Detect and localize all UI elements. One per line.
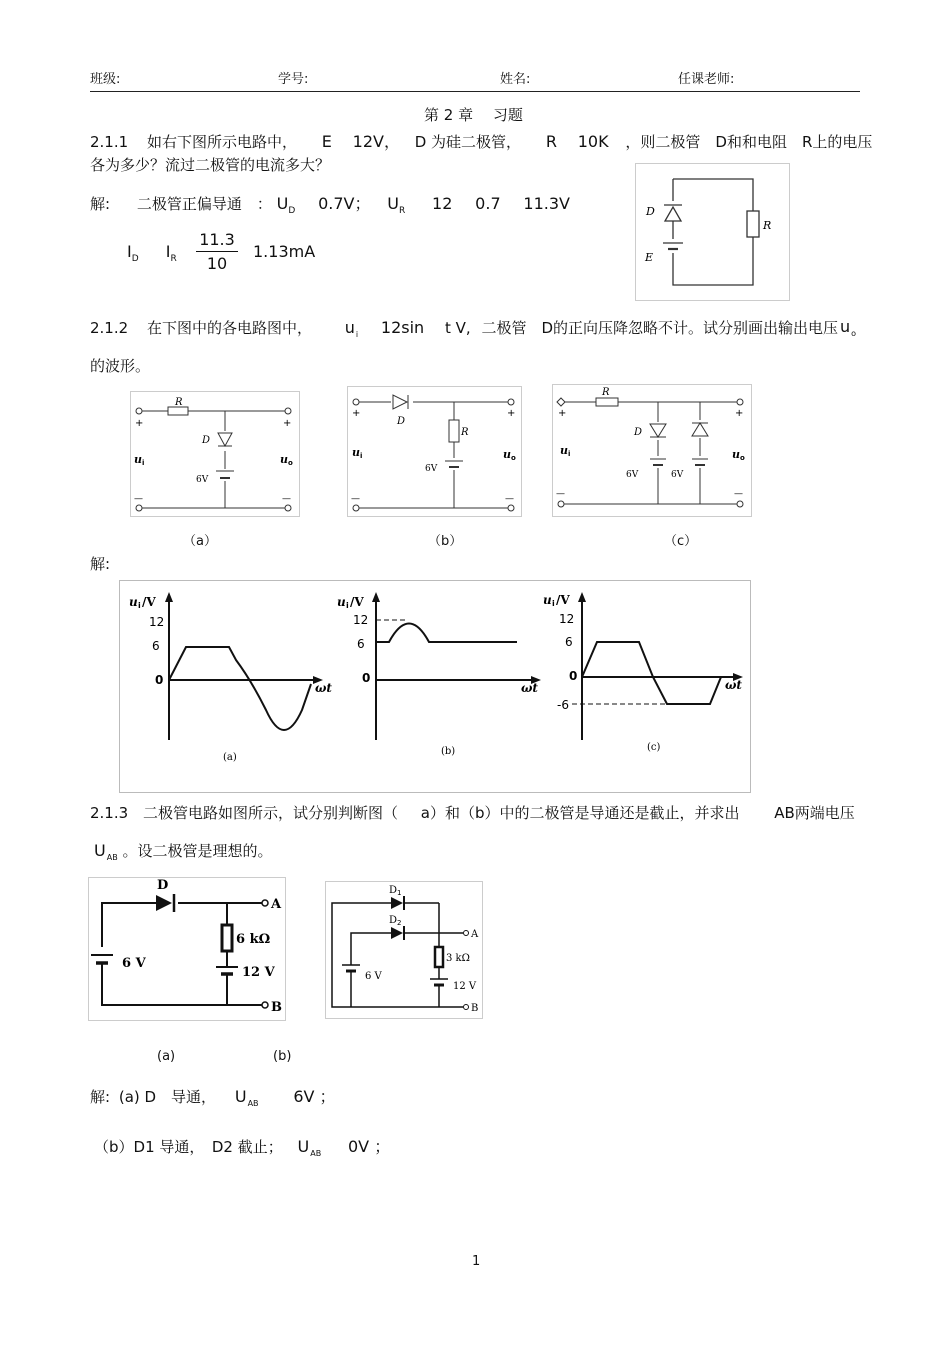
wave-c-tick-0: 0 [569, 669, 578, 683]
q1-ir-sub: R [170, 254, 177, 264]
q3b-6v-label: 6 V [365, 971, 382, 982]
wave-c-caption: (c) [647, 742, 661, 753]
q1-text-a: 如右下图所示电路中， [146, 133, 297, 151]
q3a-6v-label: 6 V [122, 956, 146, 971]
wave-b-tick-12: 12 [353, 613, 369, 627]
q2a-ui-label: u [134, 453, 142, 466]
q3b-d2-sub: 2 [397, 919, 402, 927]
q2b-6v-label: 6V [425, 464, 438, 474]
q2-uo-sub: o [851, 329, 857, 338]
q3a-r-label: 6 kΩ [236, 932, 271, 947]
q3-number: 2.1.3 [90, 804, 129, 822]
wave-c-tick-12: 12 [559, 612, 575, 626]
q1-fig-d-label: D [646, 205, 655, 218]
q2-uo [840, 317, 856, 336]
q1-e-value: 12V， [352, 132, 400, 151]
q1-frac-numerator: 11.3 [199, 230, 235, 249]
q2-uo-letter: u [840, 317, 851, 336]
q3-caption-a: (a) [157, 1049, 176, 1064]
student-id-label: 学号: [278, 72, 309, 87]
wave-b-xlabel: ωt [521, 681, 538, 695]
q3b-r-label: 3 kΩ [446, 953, 470, 964]
q2c-6v-label-2: 6V [671, 470, 684, 480]
q2-line1 [90, 317, 838, 338]
wave-a-ylabel-unit: /V [142, 595, 156, 609]
q1-e: E [321, 132, 332, 151]
name-label: 姓名: [500, 72, 531, 87]
q1-ir: I [165, 242, 171, 261]
q1-number: 2.1.1 [90, 133, 129, 151]
q2b-r-label: R [461, 427, 469, 438]
q2-circuit-c [552, 384, 752, 517]
q1-solution [90, 191, 570, 214]
q1-ur-expr-3: 11.3V [523, 194, 570, 213]
q2-text-c: 的波形。 [90, 357, 151, 375]
q2c-ui-sub: i [568, 450, 571, 458]
q3-sol-a-value: 6V ； [293, 1087, 336, 1106]
q2a-minus-out: — [282, 494, 291, 504]
q1-d-text: D 为硅二极管， [414, 133, 522, 151]
q1-frac-bar [196, 251, 238, 252]
wave-c-ylabel-unit: /V [556, 593, 570, 607]
q3b-a-label: A [471, 929, 479, 940]
q2c-d-label: D [634, 427, 643, 438]
class-label: 班级: [90, 72, 121, 87]
wave-b-tick-0: 0 [362, 671, 371, 685]
q1-text-b: ，则二极管 D和和电阻 R上的电压 [625, 133, 873, 151]
q2-ui-sub: i [355, 330, 359, 339]
teacher-label: 任课老师: [678, 72, 735, 87]
q1-ur-expr-1: 12 [432, 194, 453, 213]
q1-text-c: 各为多少？流过二极管的电流多大？ [90, 156, 331, 174]
q2a-6v-label: 6V [196, 475, 209, 485]
chapter-title: 第 2 章 习题 [424, 106, 523, 124]
q2c-6v-label-1: 6V [626, 470, 639, 480]
q2a-d-label: D [202, 435, 211, 446]
q1-sol-text: 二极管正偏导通 ： [136, 195, 272, 213]
q1-fraction [196, 230, 238, 273]
q3-sol-b-u: U [297, 1137, 310, 1156]
wave-a-tick-0: 0 [155, 673, 164, 687]
q3-text-d: 。设二极管是理想的。 [122, 842, 273, 860]
page-number: 1 [472, 1254, 481, 1269]
wave-a-caption: (a) [223, 752, 237, 763]
q3-text-c: AB两端电压 [774, 804, 855, 822]
q2b-plus-out: + [507, 408, 516, 419]
wave-c-tick-neg6: -6 [557, 698, 569, 712]
q1-ur: U [387, 194, 399, 213]
q2-ui-value2: t V, [444, 319, 471, 337]
q2c-minus-in: — [556, 489, 565, 499]
q2a-ui-sub: i [142, 459, 145, 467]
q3-sol-b-value: 0V ； [348, 1137, 391, 1156]
wave-c-ylabel: u [543, 593, 552, 607]
q3a-d-label: D [157, 878, 169, 893]
q2b-minus-in: — [351, 494, 360, 504]
header-rule [90, 91, 860, 92]
q2-number: 2.1.2 [90, 319, 129, 337]
q2c-minus-out: — [734, 489, 743, 499]
q3-solution-a [90, 1084, 336, 1107]
q2-circuit-a [130, 391, 300, 517]
q3-line2 [94, 840, 272, 861]
q1-circuit-figure [635, 163, 790, 301]
wave-c-ylabel-sub: i [552, 599, 555, 608]
wave-c-tick-6: 6 [565, 635, 573, 649]
wave-b-ylabel-sub: i [346, 601, 349, 610]
q2a-r-label: R [175, 397, 183, 408]
q3-sol-a-text: (a) D 导通， [118, 1088, 217, 1106]
q1-fig-e-label: E [645, 251, 654, 264]
q3-solution-b [94, 1134, 390, 1157]
q1-ud-sub: D [288, 206, 296, 216]
q3-sol-a-u: U [234, 1087, 247, 1106]
q3b-d1-sub: 1 [397, 889, 402, 897]
q3a-b-label: B [271, 1000, 282, 1015]
q3b-b-label: B [471, 1003, 479, 1014]
q2c-uo-sub: o [740, 454, 745, 462]
q2-text-b: 二极管 D的正向压降忽略不计。试分别画出输出电压 [481, 319, 838, 337]
wave-a-tick-12: 12 [149, 615, 165, 629]
q2c-uo-label: u [732, 448, 740, 461]
q1-sol-label: 解: [90, 195, 111, 213]
q3-uab: U [94, 841, 106, 860]
q2b-uo-label: u [503, 448, 511, 461]
q3b-12v-label: 12 V [453, 981, 477, 992]
q3a-12v-label: 12 V [242, 965, 275, 980]
q2-ui: u [344, 318, 355, 337]
q1-id-sub: D [131, 254, 139, 264]
q3-line1 [90, 802, 855, 823]
q2b-ui-sub: i [360, 452, 363, 460]
q2-caption-b: （b） [428, 534, 463, 549]
q1-ur-sub: R [398, 206, 406, 216]
q2-waveform-figure [119, 580, 751, 793]
q2-text-a: 在下图中的各电路图中， [146, 319, 312, 337]
q1-r-value: 10K [577, 132, 609, 151]
q1-ud: U [276, 194, 289, 213]
q1-line1 [90, 129, 872, 152]
q2c-plus-out: + [735, 408, 744, 419]
q1-ur-expr-2: 0.7 [475, 194, 501, 213]
q3-caption-b: (b) [273, 1049, 292, 1064]
wave-a-xlabel: ωt [315, 681, 332, 695]
q3-sol-b-text: （b）D1 导通， D2 截止； [94, 1138, 283, 1156]
q1-fig-r-label: R [763, 219, 772, 232]
wave-a-ylabel-sub: i [138, 601, 141, 610]
q3-circuit-b [325, 881, 483, 1019]
q2-caption-a: （a） [183, 534, 217, 549]
q2a-plus-out: + [283, 418, 292, 429]
q2a-minus-in: — [134, 494, 143, 504]
q1-frac-denominator: 10 [206, 254, 228, 273]
q2b-ui-label: u [352, 446, 360, 459]
q3-sol-a-sub: AB [247, 1099, 259, 1108]
q1-id: I [127, 242, 132, 261]
q2-ui-value: 12sin [380, 318, 425, 337]
wave-b-caption: (b) [441, 746, 456, 757]
q2c-r-label: R [602, 387, 610, 398]
wave-b-ylabel-unit: /V [350, 595, 364, 609]
q2a-uo-label: u [280, 453, 288, 466]
q3-uab-sub: AB [106, 853, 118, 862]
q3-sol-label: 解: [90, 1088, 111, 1106]
q2b-uo-sub: o [511, 454, 516, 462]
q3-circuit-a [88, 877, 286, 1021]
q2-caption-c: （c） [664, 534, 698, 549]
wave-a-ylabel: u [129, 595, 138, 609]
q2-sol-label: 解: [90, 555, 111, 573]
q3b-d1-label: D [389, 885, 398, 896]
q1-r: R [545, 132, 557, 151]
wave-b-tick-6: 6 [357, 637, 365, 651]
wave-c-xlabel: ωt [725, 678, 742, 692]
q2b-minus-out: — [505, 494, 514, 504]
q2a-plus-in: + [135, 418, 144, 429]
q2b-plus-in: + [352, 408, 361, 419]
q3-text-b: a）和（b）中的二极管是导通还是截止，并求出 [420, 804, 740, 822]
q3a-a-label: A [271, 897, 282, 912]
wave-a-tick-6: 6 [152, 639, 160, 653]
q3b-d2-label: D [389, 915, 398, 926]
q1-current-value: 1.13mA [253, 242, 316, 261]
q2a-uo-sub: o [288, 459, 293, 467]
q2b-d-label: D [397, 416, 406, 427]
q2c-plus-in: + [558, 408, 567, 419]
q2-circuit-b [347, 386, 522, 517]
q1-ud-value: 0.7V； [318, 194, 371, 213]
q3-text-a: 二极管电路如图所示，试分别判断图（ [142, 804, 398, 822]
q1-current-eq [127, 242, 177, 264]
q2c-ui-label: u [560, 444, 568, 457]
wave-b-ylabel: u [337, 595, 346, 609]
q3-sol-b-sub: AB [310, 1149, 322, 1158]
